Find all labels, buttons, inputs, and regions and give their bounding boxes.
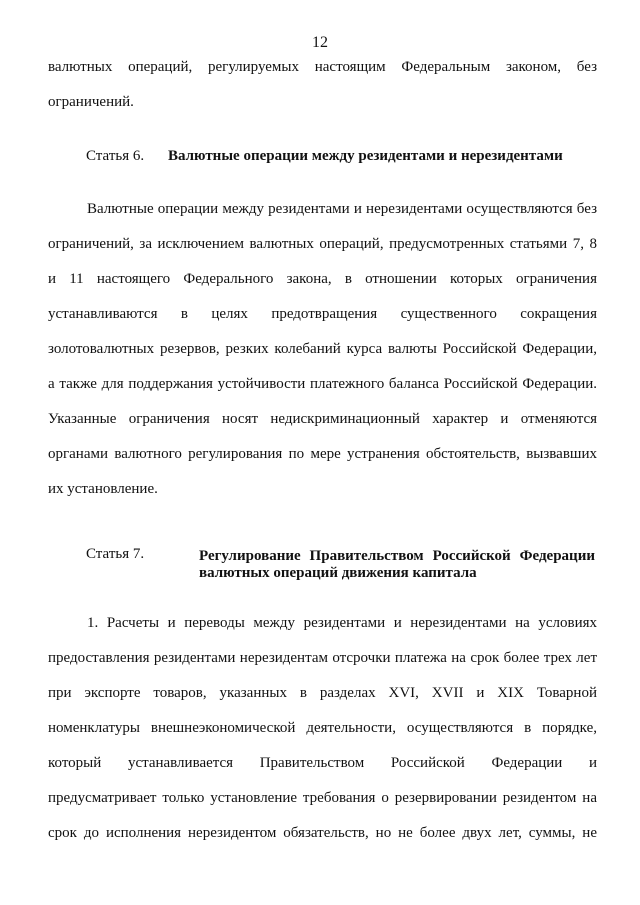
paragraph-line: золотовалютных резервов, резких колебаний курса валюты Российской Федерации, [48,341,597,357]
paragraph-line: при экспорте товаров, указанных в разделах XVI, XVII и XIX Товарной [48,685,597,701]
article-7-label: Статья 7. [86,546,145,562]
paragraph-line: предусматривает только установление требования о резервировании резидентом на [48,790,597,806]
paragraph-line: их установление. [48,481,158,497]
paragraph-line: который устанавливается Правительством Российской Федерации и [48,755,597,771]
article-6-label: Статья 6. [86,148,145,164]
paragraph-line: предоставления резидентами нерезидентам отсрочки платежа на срок более трех лет [48,650,597,666]
article-7-title-line-1: Регулирование Правительством Российской Федерации [199,548,595,564]
paragraph-line: номенклатуры внешнеэкономической деятельности, осуществляются в порядке, [48,720,597,736]
article-7-title-line-2: валютных операций движения капитала [199,565,477,581]
paragraph-line: и 11 настоящего Федерального закона, в отношении которых ограничения [48,271,597,287]
paragraph-line: устанавливаются в целях предотвращения существенного сокращения [48,306,597,322]
page-number: 12 [312,34,328,51]
paragraph-line: 1. Расчеты и переводы между резидентами и нерезидентами на условиях [87,615,597,631]
paragraph-line: Валютные операции между резидентами и нерезидентами осуществляются без [87,201,597,217]
paragraph-line: валютных операций, регулируемых настоящим Федеральным законом, без [48,59,597,75]
paragraph-line: а также для поддержания устойчивости платежного баланса Российской Федерации. [48,376,597,392]
paragraph-line: ограничений. [48,94,134,110]
paragraph-line: органами валютного регулирования по мере устранения обстоятельств, вызвавших [48,446,597,462]
paragraph-line: ограничений, за исключением валютных операций, предусмотренных статьями 7, 8 [48,236,597,252]
paragraph-line: Указанные ограничения носят недискриминационный характер и отменяются [48,411,597,427]
article-6-title: Валютные операции между резидентами и нерезидентами [168,148,563,164]
paragraph-line: срок до исполнения нерезидентом обязательств, но не более двух лет, суммы, не [48,825,597,841]
